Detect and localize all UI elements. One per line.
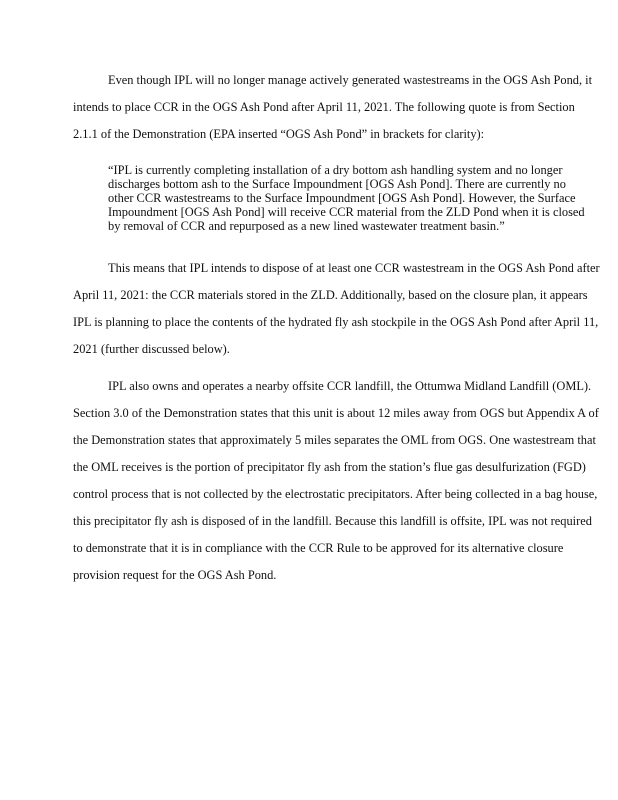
paragraph-3-block xyxy=(73,373,600,589)
paragraph-3: IPL also owns and operates a nearby offsite CCR landfill, the Ottumwa Midland Landfill (OML). Section 3.0 of the Demonstration states that this unit is about 12 miles away from OGS but Appendix A of the Demonstration states that approximately 5 miles separates the OML from OGS. One wastestream that the OML receives is the portion of precipitator fly ash from the station’s flue gas desulfurization (FGD) control process that is not collected by the electrostatic precipitators. After being collected in a bag house, this precipitator fly ash is disposed of in the landfill. Because this landfill is offsite, IPL was not required to demonstrate that it is in compliance with the CCR Rule to be approved for its alternative closure provision request for the OGS Ash Pond. xyxy=(73,379,599,582)
paragraph-2-block xyxy=(73,255,600,363)
block-quote: “IPL is currently completing installation of a dry bottom ash handling system and no longer discharges bottom ash to the Surface Impoundment [OGS Ash Pond]. There are currently no other CCR wastestreams to the Surface Impoundment [OGS Ash Pond]. However, the Surface Impoundment [OGS Ash Pond] will receive CCR material from the ZLD Pond when it is closed by removal of CCR and repurposed as a new lined wastewater treatment basin.” xyxy=(108,163,585,233)
paragraph-1-block xyxy=(73,67,600,148)
paragraph-1: Even though IPL will no longer manage actively generated wastestreams in the OGS Ash Pond, it intends to place CCR in the OGS Ash Pond after April 11, 2021. The following quote is from Section 2.1.1 of the Demonstration (EPA inserted “OGS Ash Pond” in brackets for clarity): xyxy=(73,73,593,141)
paragraph-2: This means that IPL intends to dispose of at least one CCR wastestream in the OGS Ash Pond after April 11, 2021: the CCR materials stored in the ZLD. Additionally, based on the closure plan, it appears IPL is planning to place the contents of the hydrated fly ash stockpile in the OGS Ash Pond after April 11, 2021 (further discussed below). xyxy=(73,261,600,356)
